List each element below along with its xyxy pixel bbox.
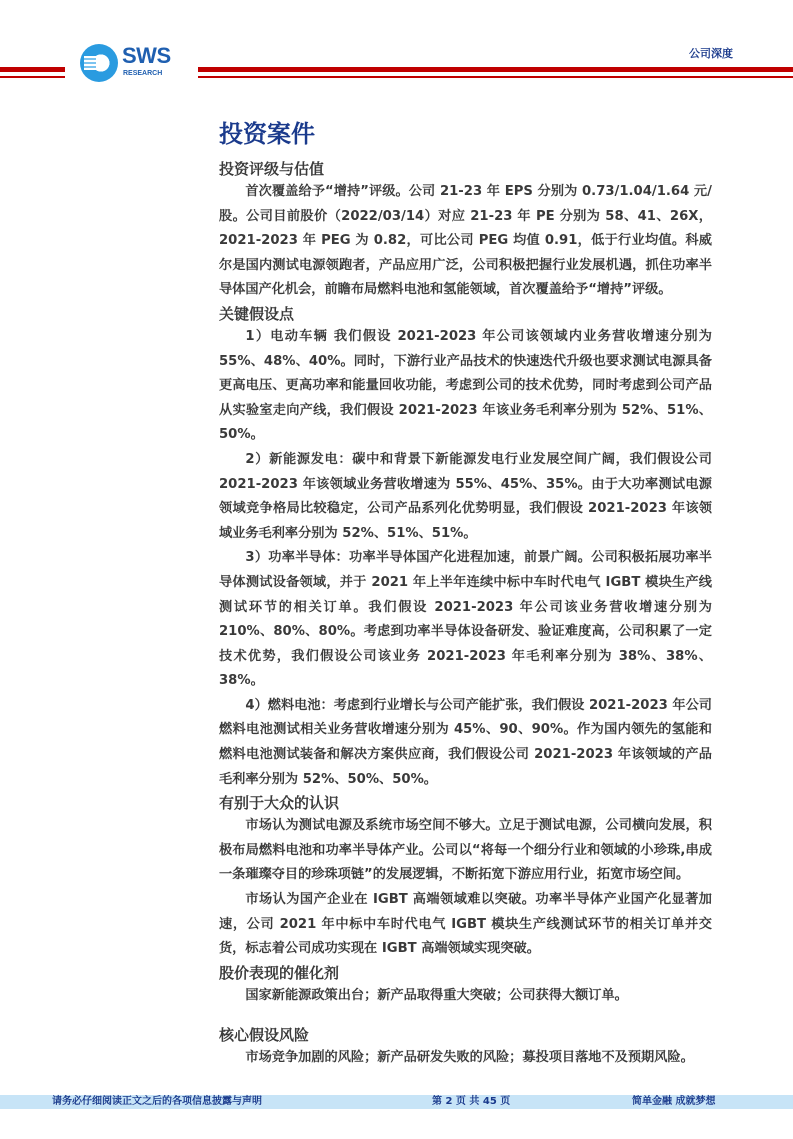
paragraph: 4）燃料电池：考虑到行业增长与公司产能扩张，我们假设 2021-2023 年公司燃料电池测试相关业务营收增速分别为 45%、90、90%。作为国内领先的氢能和燃料电池测试装备和解决方案供应商，我们假设公司 2021-2023 年该领域的产品毛利率分别为 52%、50%、50%。 [219,697,712,787]
logo-ring-icon [80,44,118,82]
page-number: 第 2 页 共 45 页 [432,1096,511,1107]
header-rule-left-thin [0,76,65,78]
header-rule-left-thick [0,67,65,72]
section-heading: 核心假设风险 [219,1026,310,1045]
sws-logo [80,44,200,84]
report-type: 公司深度 [689,47,733,60]
page-header [0,0,793,118]
header-rule-right-thick [198,67,793,72]
header-rule-right-thin [198,76,793,78]
section-heading: 有别于大众的认识 [219,794,340,813]
section-heading: 股价表现的催化剂 [219,963,340,982]
footer-bar [0,1095,793,1109]
spacer [0,1071,793,1095]
main-content [219,118,712,1071]
logo-text: SWS [122,43,171,68]
paragraph: 2）新能源发电：碳中和背景下新能源发电行业发展空间广阔，我们假设公司 2021-2023 年该领域业务营收增速为 55%、45%、35%。由于大功率测试电源领域竞争格局比较稳定，公司产品系列化优势明显，我们假设 2021-2023 年该领域业务毛利率分别为 52%、51%、51%。 [219,451,712,541]
paragraph: 市场竞争加剧的风险；新产品研发失败的风险；募投项目落地不及预期风险。 [245,1050,694,1066]
paragraph: 3）功率半导体：功率半导体国产化进程加速，前景广阔。公司积极拓展功率半导体测试设备领域，并于 2021 年上半年连续中标中车时代电气 IGBT 模块生产线测试环节的相关订单。我们假设 2021-2023 年公司该业务营收增速分别为 210%、80%、80%。考虑到功率半导体设备研发、验证难度高，公司积累了一定技术优势，我们假设公司该业务 2021-2023 年毛利率分别为 38%、38%、38%。 [219,550,712,689]
footer-slogan: 简单金融 成就梦想 [632,1096,716,1107]
section-heading: 关键假设点 [219,304,295,323]
paragraph: 市场认为测试电源及系统市场空间不够大。立足于测试电源，公司横向发展，积极布局燃料电池和功率半导体产业。公司以“将每一个细分行业和领域的小珍珠,串成一条璀璨夺目的珍珠项链”的发展逻辑，不断拓宽下游应用行业，拓宽市场空间。 [219,818,712,883]
paragraph: 市场认为国产企业在 IGBT 高端领域难以突破。功率半导体产业国产化显著加速，公司 2021 年中标中车时代电气 IGBT 模块生产线测试环节的相关订单并交货，标志着公司成功实现在 IGBT 高端领域实现突破。 [219,892,712,957]
footer-disclaimer: 请务必仔细阅读正文之后的各项信息披露与声明 [52,1096,262,1107]
paragraph: 首次覆盖给予“增持”评级。公司 21-23 年 EPS 分别为 0.73/1.04/1.64 元/股。公司目前股价（2022/03/14）对应 21-23 年 PE 分别为 58、41、26X，2021-2023 年 PEG 为 0.82，可比公司 PEG 均值 0.91，低于行业均值。科威尔是国内测试电源领跑者，产品应用广泛，公司积极把握行业发展机遇，抓住功率半导体国产化机会，前瞻布局燃料电池和氢能领域，首次覆盖给予“增持”评级。 [219,184,712,298]
paragraph: 1）电动车辆 我们假设 2021-2023 年公司该领域内业务营收增速分别为 55%、48%、40%。同时，下游行业产品技术的快速迭代升级也要求测试电源具备更高电压、更高功率和能量回收功能，考虑到公司的技术优势，同时考虑到公司产品从实验室走向产线，我们假设 2021-2023 年该业务毛利率分别为 52%、51%、50%。 [219,328,712,443]
section-heading: 投资评级与估值 [219,160,325,178]
page-title: 投资案件 [219,120,315,148]
paragraph: 国家新能源政策出台；新产品取得重大突破；公司获得大额订单。 [245,987,628,1003]
logo-subtext: RESEARCH [123,70,163,77]
